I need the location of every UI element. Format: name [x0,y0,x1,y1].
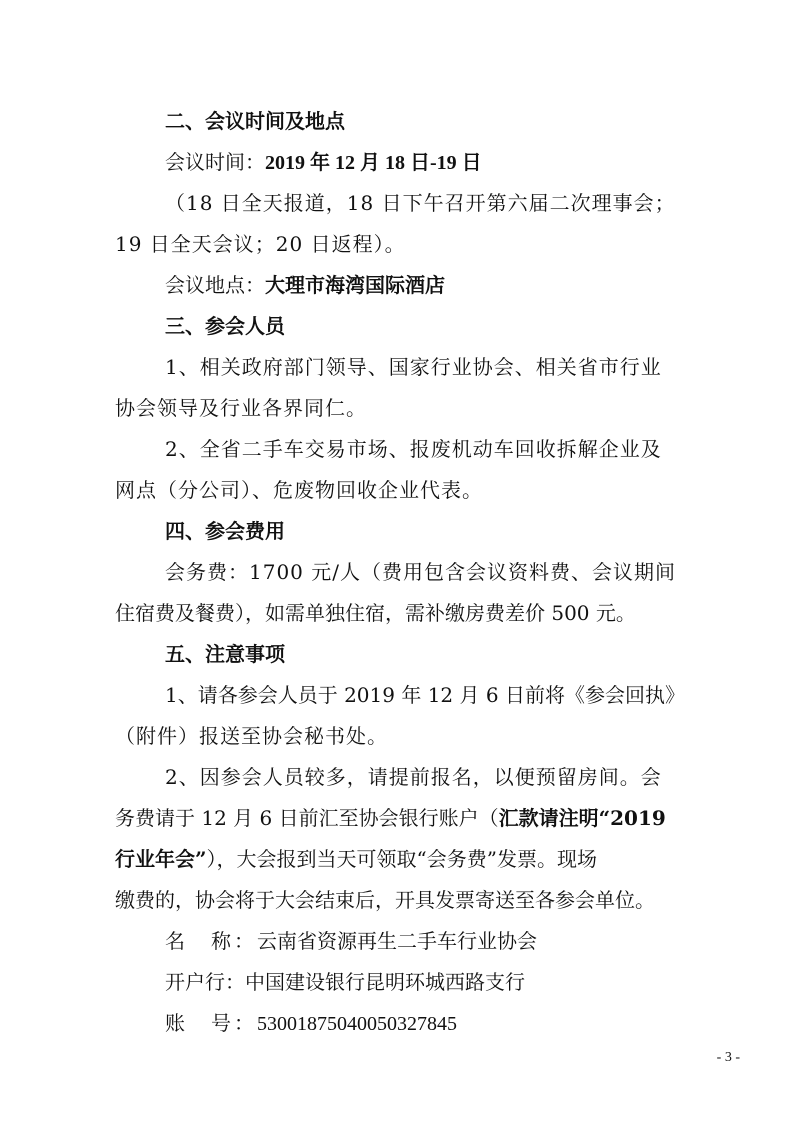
section-heading-fees: 四、参会费用 [165,519,285,543]
notes-item2-line3 [115,845,800,873]
fee-line2: 住宿费及餐费），如需单独住宿，需补缴房费差价 500 元。 [115,601,636,625]
meeting-time-note-1: （18 日全天报道，18 日下午召开第六届二次理事会； [165,191,676,215]
bank-name-value: 云南省资源再生二手车行业协会 [257,929,537,953]
section-heading-time-place: 二、会议时间及地点 [165,109,345,133]
bank-branch-line [165,968,800,996]
notes-item2-line2 [115,804,800,832]
attendees-item2-line2: 网点（分公司）、危废物回收企业代表。 [115,478,483,502]
bank-account-value: 53001875040050327845 [257,1013,457,1035]
bank-branch-value: 中国建设银行昆明环城西路支行 [245,970,525,994]
notes-item1-line1: 1、请各参会人员于 2019 年 12 月 6 日前将《参会回执》 [165,683,685,707]
attendees-item1-line1: 1、相关政府部门领导、国家行业协会、相关省市行业 [165,355,662,379]
meeting-place-label: 会议地点： [165,273,265,297]
meeting-place-line [165,271,800,299]
page-number: - 3 - [716,1050,740,1065]
bank-account-line [165,1009,800,1038]
notes-item2-line2-text: 务费请于 12 月 6 日前汇至协会银行账户（ [115,806,499,830]
bank-branch-label: 开户行： [165,970,245,994]
meeting-time-label: 会议时间： [165,150,265,174]
section-heading-notes: 五、注意事项 [165,642,285,666]
notes-item1-line2: （附件）报送至协会秘书处。 [115,724,388,748]
meeting-time-value: 2019 年 12 月 18 日-19 日 [265,152,482,174]
section-heading-attendees: 三、参会人员 [165,314,285,338]
bank-account-label: 账 号： [165,1011,257,1035]
attendees-item1-line2: 协会领导及行业各界同仁。 [115,396,367,420]
meeting-place-value: 大理市海湾国际酒店 [265,273,445,297]
bank-name-line [165,927,800,955]
meeting-time-line [165,148,800,177]
notes-item2-line3-text: ），大会报到当天可领取“会务费”发票。现场 [206,847,597,871]
bank-name-label: 名 称： [165,929,257,953]
meeting-time-note-2: 19 日全天会议；20 日返程）。 [115,232,406,256]
attendees-item2-line1: 2、全省二手车交易市场、报废机动车回收拆解企业及 [165,437,662,461]
fee-line1: 会务费：1700 元/人（费用包含会议资料费、会议期间 [165,560,676,584]
annual-meeting-bold: 行业年会” [115,847,207,871]
notes-item2-line1: 2、因参会人员较多，请提前报名，以便预留房间。会 [165,765,662,789]
notes-item2-line4: 缴费的，协会将于大会结束后，开具发票寄送至各参会单位。 [115,888,655,912]
remittance-note-bold: 汇款请注明“2019 [498,806,666,830]
